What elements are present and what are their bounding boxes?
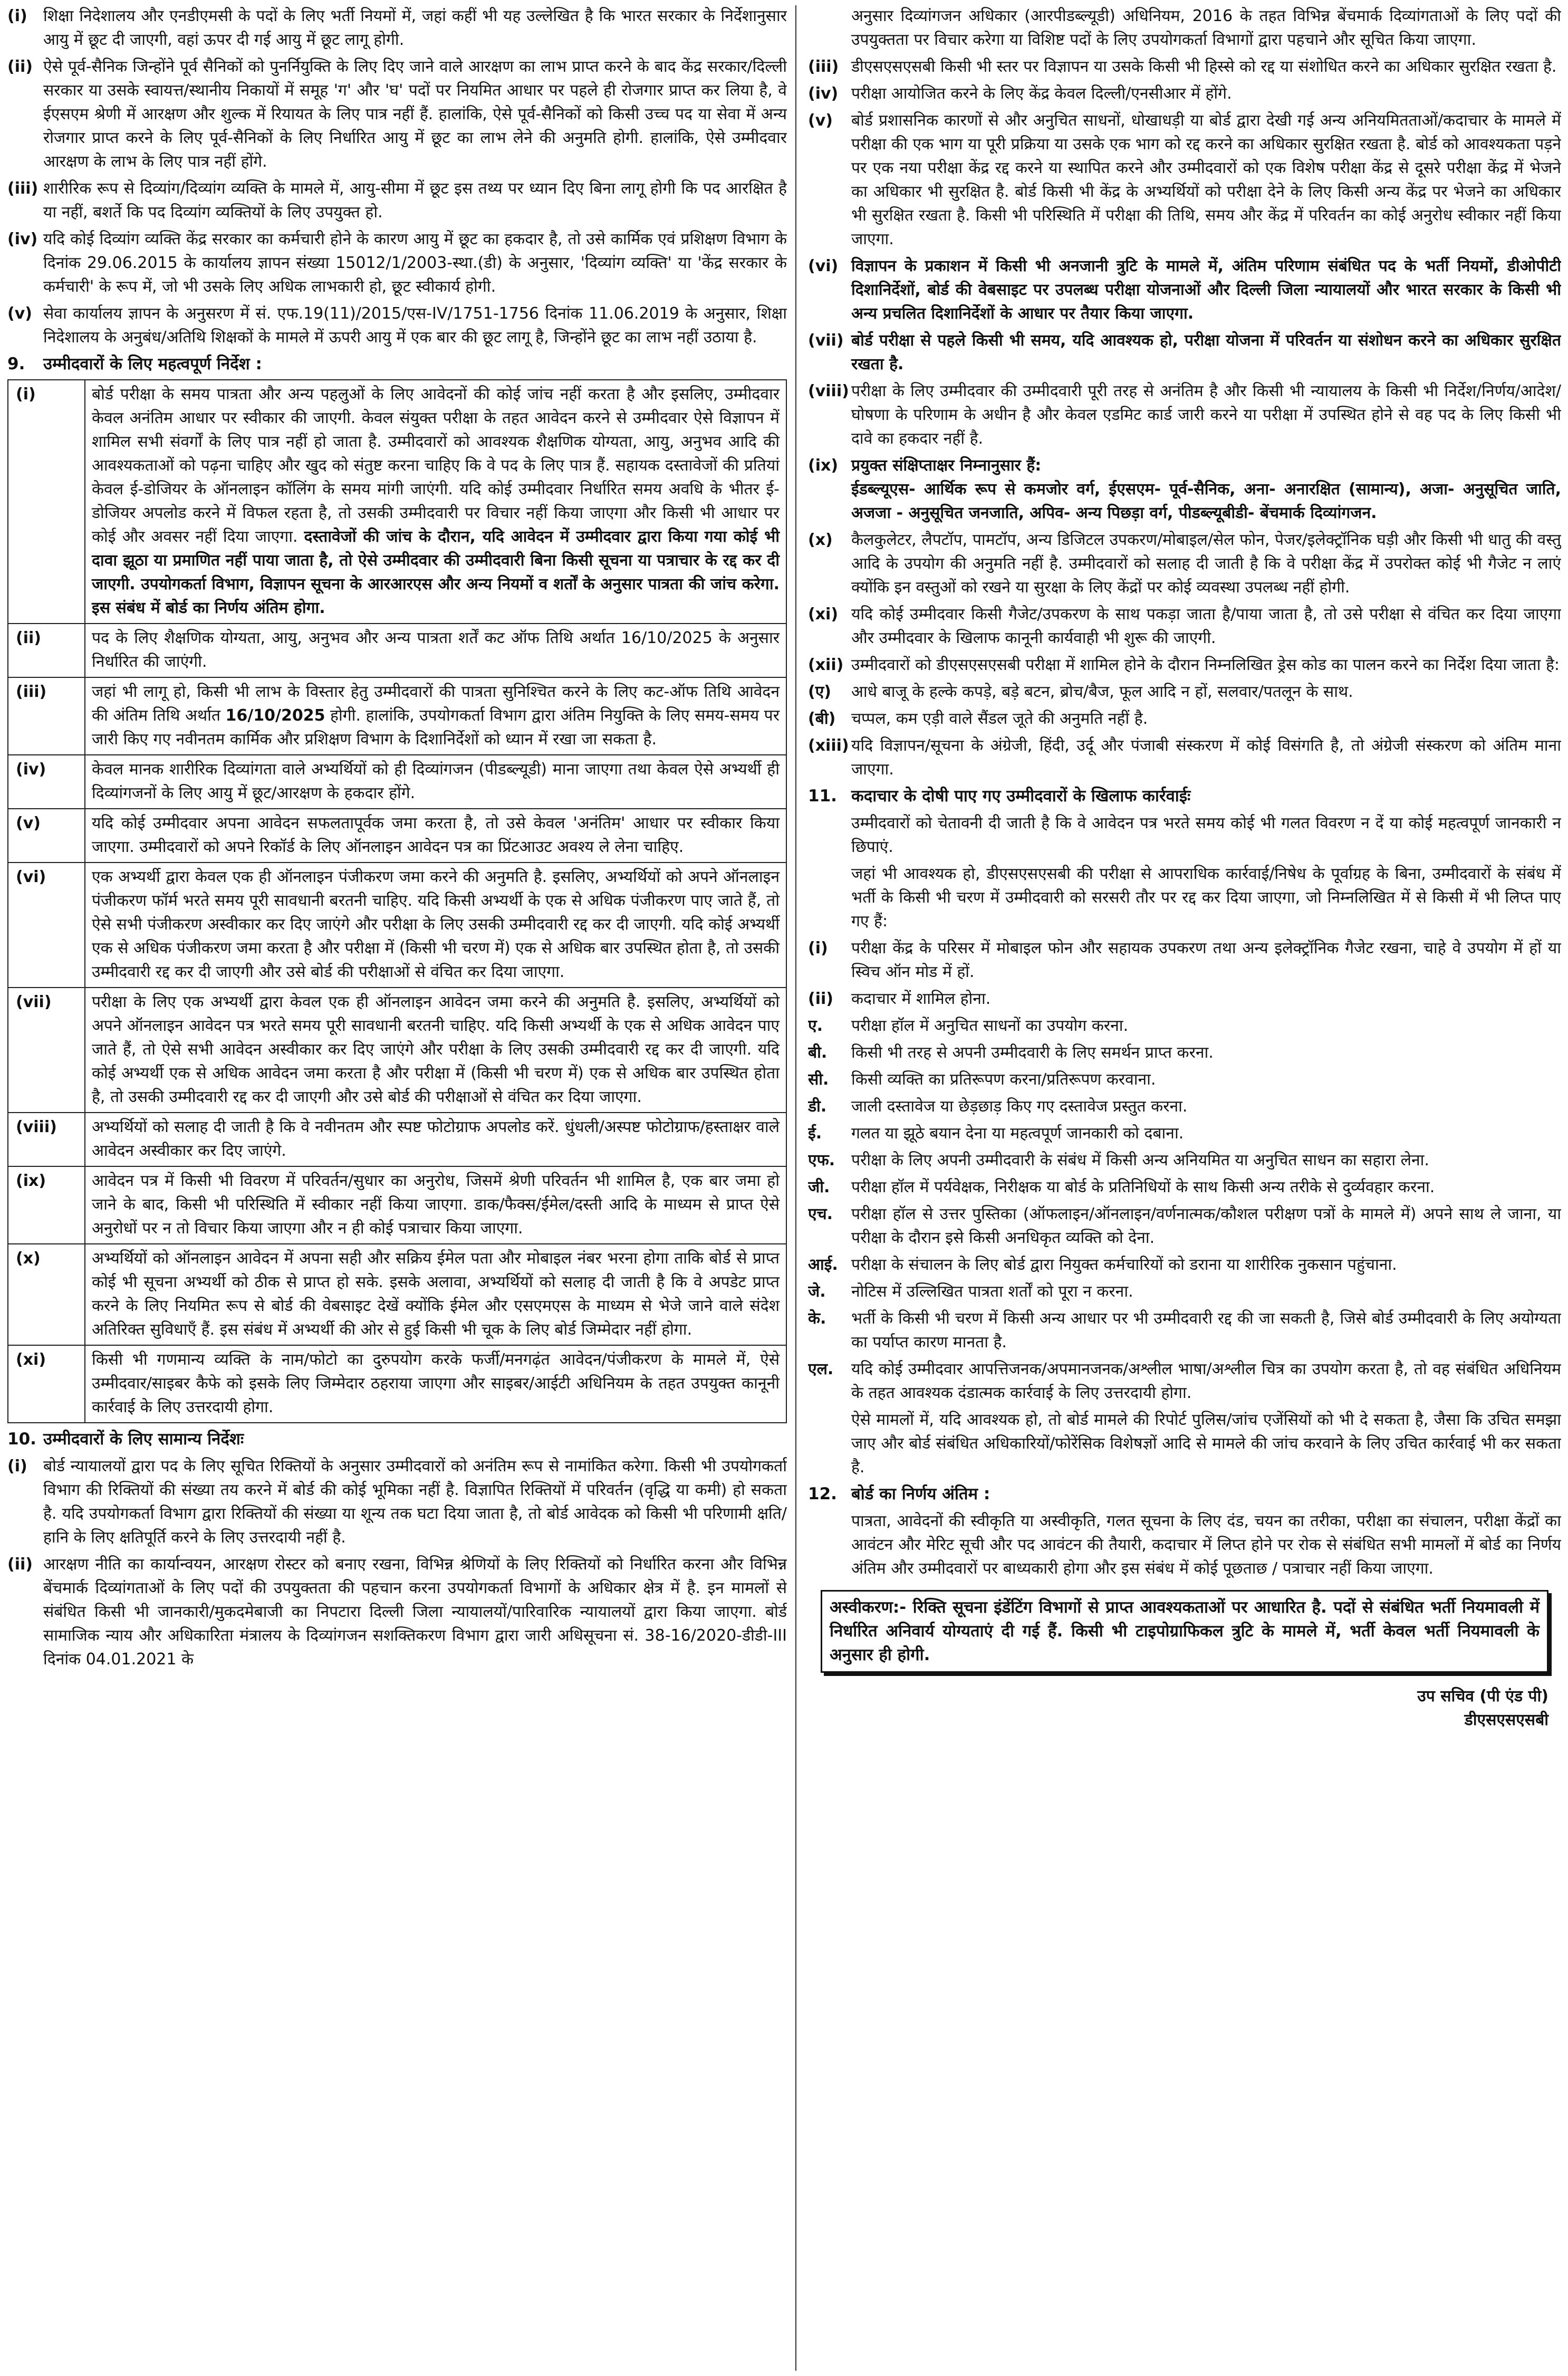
signature-block: [808, 1684, 1548, 1732]
row-label: (x): [8, 1244, 85, 1345]
item-label: (ix): [808, 456, 839, 475]
row-label: (v): [8, 809, 85, 863]
list-item: [808, 254, 1561, 325]
item-label: (ii): [808, 990, 833, 1008]
column-divider: [795, 5, 796, 2371]
table-row: [8, 863, 786, 988]
item-text: जाली दस्तावेज या छेड़छाड़ किए गए दस्तावेज प्रस्तुत करना.: [851, 1097, 1188, 1116]
list-item: [7, 1553, 787, 1671]
section-11-heading: [808, 784, 1561, 808]
row-text: यदि कोई उम्मीदवार अपना आवेदन सफलतापूर्वक जमा करता है, तो उसे केवल 'अनंतिम' आधार पर स्वीकार किया जाएगा. उम्मीदवारों को अपने रिकॉर्ड के लिए ऑनलाइन आवेदन पत्र का प्रिंटआउट अवश्य ले लेना चाहिए.: [85, 809, 786, 863]
row-bold-text: दस्तावेजों की जांच के दौरान, यदि आवेदन में उम्मीदवार द्वारा किया गया कोई भी दावा झूठा या प्रमाणित नहीं पाया जाता है, तो ऐसे उम्मीदवार की उम्मीदवारी बिना किसी सूचना या पत्राचार के रद्द कर दी जाएगी. उपयोगकर्ता विभाग, विज्ञापन सूचना के आरआरएस और अन्य नियमों व शर्तों के अनुसार पात्रता की जांच करेगा. इस संबंध में बोर्ड का निर्णय अंतिम होगा.: [92, 528, 780, 617]
list-item: [808, 1014, 1561, 1038]
signatory-designation: उप सचिव (पी एंड पी): [1417, 1687, 1548, 1706]
item-text: चप्पल, कम एड़ी वाले सैंडल जूते की अनुमति नहीं है.: [851, 710, 1148, 728]
item-label: जी.: [808, 1178, 830, 1196]
item-text: विज्ञापन के प्रकाशन में किसी भी अनजानी त्रुटि के मामले में, अंतिम परिणाम संबंधित पद के भर्ती नियमों, डीओपीटी दिशानिर्देशों, बोर्ड की वेबसाइट पर उपलब्ध परीक्षा योजनाओं और दिल्ली जिला न्यायालयों और भारत सरकार के किसी भी अन्य प्रचलित दिशानिर्देशों के आधार पर तैयार किया जाएगा.: [851, 257, 1561, 323]
table-row: [8, 1113, 786, 1166]
cutoff-date: 16/10/2025: [225, 706, 325, 725]
item-text: आरक्षण नीति का कार्यान्वयन, आरक्षण रोस्टर को बनाए रखना, विभिन्न श्रेणियों के लिए रिक्तियों को निर्धारित करना और विभिन्न बेंचमार्क दिव्यांगताओं के लिए पदों की उपयुक्तता की पहचान करना उपयोगकर्ता विभागों के अधिकार क्षेत्र में है. इन मामलों से संबंधित किसी भी जानकारी/मुकदमेबाजी का निपटारा दिल्ली जिला न्यायालयों/पारिवारिक न्यायालयों द्वारा किया जाएगा. बोर्ड सामाजिक न्याय और अधिकारिता मंत्रालय के दिव्यांगजन सशक्तिकरण विभाग द्वारा जारी अधिसूचना सं. 38-16/2020-डीडी-III दिनांक 04.01.2021 के: [43, 1555, 787, 1669]
item-text: नोटिस में उल्लिखित पात्रता शर्तों को पूरा न करना.: [851, 1282, 1133, 1301]
item-text: शारीरिक रूप से दिव्यांग/दिव्यांग व्यक्ति के मामले में, आयु-सीमा में छूट इस तथ्य पर ध्यान दिए बिना लागू होगी कि पद आरक्षित है या नहीं, बशर्ते कि पद दिव्यांग व्यक्तियों के लिए उपयुक्त हो.: [43, 179, 787, 222]
item-text: सेवा कार्यालय ज्ञापन के अनुसरण में सं. एफ.19(11)/2015/एस-IV/1751-1756 दिनांक 11.06.2019 के अनुसार, शिक्षा निदेशालय के अनुबंध/अतिथि शिक्षकों के मामले में ऊपरी आयु में एक बार की छूट लागू है, जिन्होंने छूट का लाभ नहीं उठाया है.: [43, 304, 787, 347]
table-row: [8, 1166, 786, 1244]
continuation-text: अनुसार दिव्यांगजन अधिकार (आरपीडब्ल्यूडी) अधिनियम, 2016 के तहत विभिन्न बेंचमार्क दिव्यांगताओं के लिए पदों की उपयुक्तता पर विचार करेगा या विशिष्ट पदों के लिए उपयोगकर्ता विभागों द्वारा पहचाने और सूचित किया जाएगा.: [851, 7, 1561, 49]
item-label: (xii): [808, 656, 844, 674]
table-row: [8, 624, 786, 677]
list-item: [808, 329, 1561, 376]
row-text: अभ्यर्थियों को सलाह दी जाती है कि वे नवीनतम और स्पष्ट फोटोग्राफ अपलोड करें. धुंधली/अस्पष्ट फोटोग्राफ/हस्ताक्षर वाले आवेदन अस्वीकार कर दिए जाएंगे.: [85, 1113, 786, 1166]
list-item: [808, 1095, 1561, 1118]
item-text: आधे बाजू के हल्के कपड़े, बड़े बटन, ब्रोच/बैज, फूल आदि न हों, सलवार/पतलून के साथ.: [851, 683, 1353, 701]
item-label: एफ.: [808, 1151, 835, 1170]
list-item: [7, 177, 787, 224]
row-text: अभ्यर्थियों को ऑनलाइन आवेदन में अपना सही और सक्रिय ईमेल पता और मोबाइल नंबर भरना होगा ताकि बोर्ड से प्राप्त कोई भी सूचना अभ्यर्थी को ठीक से प्राप्त हो सके. इसके अलावा, अभ्यर्थियों को सलाह दी जाती है कि वे अपडेट प्राप्त करने के लिए नियमित रूप से बोर्ड की वेबसाइट देखें क्योंकि ईमेल और एसएमएस के माध्यम से भेजे जाने वाले संदेश अतिरिक्त सुविधाएँ हैं. इस संबंध में अभ्यर्थी की ओर से हुई किसी भी चूक के लिए बोर्ड जिम्मेदार नहीं होगा.: [85, 1244, 786, 1345]
item-text: परीक्षा के लिए उम्मीदवार की उम्मीदवारी पूरी तरह से अनंतिम है और किसी भी न्यायालय के किसी भी निर्देश/निर्णय/आदेश/घोषणा के परिणाम के अधीन है और केवल एडमिट कार्ड जारी करने या परीक्षा में उपस्थित होने से वह पद के लिए किसी भी दावे का हकदार नहीं है.: [851, 382, 1561, 448]
list-item: [808, 987, 1561, 1011]
item-label: जे.: [808, 1282, 826, 1301]
item-label: (xi): [808, 605, 839, 624]
item-text: किसी व्यक्ति का प्रतिरूपण करना/प्रतिरूपण करवाना.: [851, 1070, 1156, 1089]
item-label: (iv): [7, 230, 38, 248]
item-label: (iv): [808, 84, 839, 103]
section-number: 9.: [7, 355, 25, 373]
item-text: शिक्षा निदेशालय और एनडीएमसी के पदों के लिए भर्ती नियमों में, जहां कहीं भी यह उल्लेखित है कि भारत सरकार के निर्देशानुसार आयु में छूट दी जाएगी, वहां ऊपर दी गई आयु में छूट लागू होगी.: [43, 7, 787, 49]
item-label: (v): [7, 304, 32, 323]
signatory-organization: डीएसएसएसबी: [1464, 1711, 1548, 1729]
row-label: (iv): [8, 755, 85, 809]
section-number: 12.: [808, 1484, 837, 1503]
list-item: [808, 528, 1561, 599]
section-title: उम्मीदवारों के लिए महत्वपूर्ण निर्देश :: [43, 355, 262, 373]
row-text: केवल मानक शारीरिक दिव्यांगता वाले अभ्यर्थियों को ही दिव्यांगजन (पीडब्ल्यूडी) माना जाएगा तथा केवल ऐसे अभ्यर्थी ही दिव्यांगजनों के लिए आयु में छूट/आरक्षण के हकदार होंगे.: [85, 755, 786, 809]
item-label: (ii): [7, 1555, 33, 1574]
list-item: [808, 734, 1561, 781]
item-label: सी.: [808, 1070, 829, 1089]
list-item: [808, 454, 1561, 525]
row-label: (vii): [8, 988, 85, 1113]
item-label: बी.: [808, 1043, 828, 1062]
list-item: [808, 1253, 1561, 1277]
abbreviations-heading: प्रयुक्त संक्षिप्ताक्षर निम्नानुसार हैं:: [851, 456, 1042, 475]
list-item: [7, 1454, 787, 1549]
row-label: (ix): [8, 1166, 85, 1244]
section-12-text: पात्रता, आवेदनों की स्वीकृति या अस्वीकृति, गलत सूचना के लिए दंड, चयन का तरीका, परीक्षा का संचालन, परीक्षा केंद्रों का आवंटन और मेरिट सूची और पद आवंटन की तैयारी, कदाचार में लिप्त होने पर रोक से संबंधित सभी मामलों में बोर्ड का निर्णय अंतिम और उम्मीदवारों पर बाध्यकारी होगा और इस संबंध में कोई पूछताछ / पत्राचार नहीं किया जाएगा.: [851, 1512, 1561, 1578]
section-11-intro-2: जहां भी आवश्यक हो, डीएसएसएसबी की परीक्षा से आपराधिक कार्रवाई/निषेध के पूर्वाग्रह के बिना, उम्मीदवारों के संबंध में भर्ती के किसी भी चरण में उम्मीदवारी को सरसरी तौर पर रद्द कर दिया जाएगा, जो निम्नलिखित में से किसी में भी लिप्त पाए गए हैं:: [851, 865, 1561, 931]
list-item: [808, 55, 1561, 79]
row-text: परीक्षा के लिए एक अभ्यर्थी द्वारा केवल एक ही ऑनलाइन आवेदन जमा करने की अनुमति है. इसलिए, अभ्यर्थियों को अपने ऑनलाइन आवेदन पत्र भरते समय पूरी सावधानी बरतनी चाहिए. यदि किसी अभ्यर्थी के एक से अधिक आवेदन पाए जाते हैं, तो ऐसे सभी आवेदन अस्वीकार कर दिए जाएंगे और परीक्षा के लिए उसकी उम्मीदवारी रद्द कर दी जाएगी. यदि कोई अभ्यर्थी एक से अधिक आवेदन जमा करता है और परीक्षा में (किसी भी चरण में) एक से अधिक बार उपस्थित होता है, तो उसकी उम्मीदवारी रद्द कर दी जाएगी और उसे बोर्ड की परीक्षाओं से वंचित कर दिया जाएगा.: [85, 988, 786, 1113]
list-item: [808, 379, 1561, 451]
left-column: [7, 4, 787, 2371]
item-label: एच.: [808, 1205, 833, 1223]
row-text: पद के लिए शैक्षणिक योग्यता, आयु, अनुभव और अन्य पात्रता शर्तें कट ऑफ तिथि अर्थात 16/10/2025 के अनुसार निर्धारित की जाएंगी.: [85, 624, 786, 677]
section-number: 11.: [808, 787, 837, 806]
item-label: (i): [808, 939, 828, 957]
list-item: [808, 1357, 1561, 1405]
item-text: बोर्ड परीक्षा से पहले किसी भी समय, यदि आवश्यक हो, परीक्षा योजना में परिवर्तन या संशोधन करने का अधिकार सुरक्षित रखता है.: [851, 331, 1561, 373]
row-text: [85, 380, 786, 624]
item-text: कदाचार में शामिल होना.: [851, 990, 991, 1008]
list-item: [808, 1122, 1561, 1145]
row-label: (vi): [8, 863, 85, 988]
list-item: [808, 1307, 1561, 1354]
section-title: बोर्ड का निर्णय अंतिम :: [851, 1484, 990, 1503]
table-row: [8, 755, 786, 809]
item-text: यदि विज्ञापन/सूचना के अंग्रेजी, हिंदी, उर्दू और पंजाबी संस्करण में कोई विसंगति है, तो अंग्रेजी संस्करण को अंतिम माना जाएगा.: [851, 736, 1561, 779]
item-text: परीक्षा केंद्र के परिसर में मोबाइल फोन और सहायक उपकरण तथा अन्य इलेक्ट्रॉनिक गैजेट रखना, चाहे वे उपयोग में हों या स्विच ऑन मोड में हों.: [851, 939, 1561, 981]
item-label: ए.: [808, 1017, 823, 1035]
list-item: [808, 707, 1561, 731]
item-label: (v): [808, 111, 833, 130]
row-label: (i): [8, 380, 85, 624]
item-label: आई.: [808, 1256, 838, 1274]
row-label: (ii): [8, 624, 85, 677]
item-label: (xiii): [808, 736, 849, 755]
list-item: [808, 936, 1561, 984]
item-label: (viii): [808, 382, 849, 400]
list-item: [7, 55, 787, 174]
item-label: (i): [7, 1457, 27, 1476]
item-text: बोर्ड न्यायालयों द्वारा पद के लिए सूचित रिक्तियों के अनुसार उम्मीदवारों को अनंतिम रूप से नामांकित करेगा. किसी भी उपयोगकर्ता विभाग की रिक्तियों की संख्या तय करने में बोर्ड की कोई भूमिका नहीं है. विज्ञापित रिक्तियों में परिवर्तन (वृद्धि या कमी) हो सकता है. यदि उपयोगकर्ता विभाग द्वारा रिक्तियों की संख्या या शून्य तक घटा दिया जाता है, तो बोर्ड आवेदक को किसी भी परिणामी क्षति/हानि के लिए क्षतिपूर्ति करने के लिए उत्तरदायी नहीं है.: [43, 1457, 787, 1547]
section-11-intro: उम्मीदवारों को चेतावनी दी जाती है कि वे आवेदन पत्र भरते समय कोई भी गलत विवरण न दें या कोई महत्वपूर्ण जानकारी न छिपाएं.: [851, 814, 1561, 856]
row-text: आवेदन पत्र में किसी भी विवरण में परिवर्तन/सुधार का अनुरोध, जिसमें श्रेणी परिवर्तन भी शामिल है, एक बार जमा हो जाने के बाद, किसी भी परिस्थिति में स्वीकार नहीं किया जाएगा. डाक/फैक्स/ईमेल/दस्ती आदि के माध्यम से प्राप्त ऐसे अनुरोधों पर न तो विचार किया जाएगा और न ही कोई पत्राचार किया जाएगा.: [85, 1166, 786, 1244]
misconduct-list: [808, 936, 1561, 1405]
section-title: उम्मीदवारों के लिए सामान्य निर्देशः: [43, 1430, 244, 1449]
item-label: के.: [808, 1309, 826, 1328]
row-text: एक अभ्यर्थी द्वारा केवल एक ही ऑनलाइन पंजीकरण जमा करने की अनुमति है. इसलिए, अभ्यर्थियों को अपने ऑनलाइन पंजीकरण फॉर्म भरते समय पूरी सावधानी बरतनी चाहिए. यदि किसी अभ्यर्थी के एक से अधिक पंजीकरण पाए जाते हैं, तो ऐसे सभी पंजीकरण अस्वीकार कर दिए जाएंगे और परीक्षा के लिए उसकी उम्मीदवारी रद्द कर दी जाएगी. यदि कोई अभ्यर्थी एक से अधिक पंजीकरण जमा करता है और परीक्षा में (किसी भी चरण में) एक से अधिक बार उपस्थित होता है, तो उसकी उम्मीदवारी रद्द कर दी जाएगी और उसे बोर्ड की परीक्षाओं से वंचित कर दिया जाएगा.: [85, 863, 786, 988]
item-label: एल.: [808, 1360, 834, 1378]
item-text: भर्ती के किसी भी चरण में किसी अन्य आधार पर भी उम्मीदवारी रद्द की जा सकती है, जिसे बोर्ड उम्मीदवारी के लिए अयोग्यता का पर्याप्त कारण मानता है.: [851, 1309, 1561, 1352]
item-text: डीएसएसएसबी किसी भी स्तर पर विज्ञापन या उसके किसी भी हिस्से को रद्द या संशोधित करने का अधिकार सुरक्षित रखता है.: [851, 58, 1557, 76]
list-item: [808, 1041, 1561, 1065]
item-text: किसी भी तरह से अपनी उम्मीदवारी के लिए समर्थन प्राप्त करना.: [851, 1043, 1214, 1062]
row-label: (xi): [8, 1345, 85, 1423]
section-9-heading: [7, 352, 787, 376]
list-item: [808, 1148, 1561, 1172]
row-label: (viii): [8, 1113, 85, 1166]
row-body-cont: होगी. हालांकि, उपयोगकर्ता विभाग द्वारा अंतिम नियुक्ति के लिए समय-समय पर जारी किए गए नवीनतम कार्मिक और प्रशिक्षण विभाग के दिशानिर्देशों को ध्यान में रखा जा सकता है.: [92, 706, 780, 749]
item-text: परीक्षा हॉल में पर्यवेक्षक, निरीक्षक या बोर्ड के प्रतिनिधियों के साथ किसी अन्य तरीके से दुर्व्यवहार करना.: [851, 1178, 1435, 1196]
item-text: यदि कोई दिव्यांग व्यक्ति केंद्र सरकार का कर्मचारी होने के कारण आयु में छूट का हकदार है, तो उसे कार्मिक एवं प्रशिक्षण विभाग के दिनांक 29.06.2015 के कार्यालय ज्ञापन संख्या 15012/1/2003-स्था.(डी) के अनुसार, 'दिव्यांग व्यक्ति' या 'केंद्र सरकार के कर्मचारी' के रूप में, जो भी उसके लिए अधिक लाभकारी हो, छूट स्वीकार्य होगी.: [43, 230, 787, 296]
table-row: [8, 380, 786, 624]
table-row: [8, 1345, 786, 1423]
right-column: [808, 4, 1561, 2371]
row-body: जहां भी लागू हो, किसी भी लाभ के विस्तार हेतु उम्मीदवारों की पात्रता सुनिश्चित करने के लिए कट-ऑफ तिथि आवेदन की अंतिम तिथि अर्थात: [92, 683, 780, 725]
item-label: ई.: [808, 1124, 822, 1143]
item-label: (बी): [808, 710, 836, 728]
item-text: परीक्षा हॉल से उत्तर पुस्तिका (ऑफलाइन/ऑनलाइन/वर्णनात्मक/कौशल परीक्षण पत्रों के मामले में) अपने साथ ले जाना, या परीक्षा के दौरान इसे किसी अनधिकृत व्यक्ति को देना.: [851, 1205, 1561, 1247]
item-text: परीक्षा आयोजित करने के लिए केंद्र केवल दिल्ली/एनसीआर में होंगे.: [851, 84, 1232, 103]
list-item: [7, 4, 787, 52]
section-12-heading: [808, 1482, 1561, 1506]
item-label: (iii): [7, 179, 39, 198]
section-11-closing: ऐसे मामलों में, यदि आवश्यक हो, तो बोर्ड मामले की रिपोर्ट पुलिस/जांच एजेंसियों को भी दे सकता है, जैसा कि उचित समझा जाए और बोर्ड संबंधित अधिकारियों/फोरेंसिक विशेषज्ञों आदि से मामले की जांच करवाने के लिए उचित कार्रवाई भी कर सकता है.: [851, 1411, 1561, 1477]
abbreviations-list: ईडब्ल्यूएस- आर्थिक रूप से कमजोर वर्ग, ईएसएम- पूर्व-सैनिक, अना- अनारक्षित (सामान्य), अजा- अनुसूचित जाति, अजजा - अनुसूचित जनजाति, अपिव- अन्य पिछड़ा वर्ग, पीडब्ल्यूबीडी- बेंचमार्क दिव्यांगजन.: [851, 480, 1561, 522]
section-number: 10.: [7, 1430, 36, 1449]
section-10-heading: [7, 1427, 787, 1451]
list-item: [808, 680, 1561, 704]
row-text: [85, 677, 786, 755]
item-label: (x): [808, 531, 833, 549]
row-text: किसी भी गणमान्य व्यक्ति के नाम/फोटो का दुरुपयोग करके फर्जी/मनगढ़ंत आवेदन/पंजीकरण के मामले में, ऐसे उम्मीदवार/साइबर कैफे को इसके लिए जिम्मेदार ठहराया जाएगा और साइबर/आईटी अधिनियम के तहत उपयुक्त कानूनी कार्रवाई के लिए उत्तरदायी होगा.: [85, 1345, 786, 1423]
disclaimer-box: अस्वीकरण:- रिक्ति सूचना इंडेंटिंग विभागों से प्राप्त आवश्यकताओं पर आधारित है. पदों से संबंधित भर्ती नियमावली में निर्धारित अनिवार्य योग्यताएं दी गई हैं. किसी भी टाइपोग्राफिकल त्रुटि के मामले में, भर्ती केवल भर्ती नियमावली के अनुसार ही होगी.: [821, 1590, 1548, 1673]
list-item: [808, 1175, 1561, 1199]
item-text: गलत या झूठे बयान देना या महत्वपूर्ण जानकारी को दबाना.: [851, 1124, 1184, 1143]
list-item: [7, 302, 787, 349]
list-item: [808, 1280, 1561, 1304]
item-text: यदि कोई उम्मीदवार किसी गैजेट/उपकरण के साथ पकड़ा जाता है/पाया जाता है, तो उसे परीक्षा से वंचित कर दिया जाएगा और उम्मीदवार के खिलाफ कानूनी कार्यवाही भी शुरू की जाएगी.: [851, 605, 1561, 647]
item-text: यदि कोई उम्मीदवार आपत्तिजनक/अपमानजनक/अश्लील भाषा/अश्लील चित्र का उपयोग करता है, तो वह संबंधित अधिनियम के तहत आवश्यक दंडात्मक कार्रवाई के लिए उत्तरदायी होगा.: [851, 1360, 1561, 1402]
list-item: [808, 653, 1561, 677]
item-text: ऐसे पूर्व-सैनिक जिन्होंने पूर्व सैनिकों को पुनर्नियुक्ति के लिए दिए जाने वाले आरक्षण का लाभ प्राप्त करने के बाद केंद्र सरकार/दिल्ली सरकार या उसके स्वायत्त/स्थानीय निकायों में समूह 'ग' और 'घ' पदों पर नियमित आधार पर पहले ही रोजगार प्राप्त कर लिया है, वे ईएसएम श्रेणी में आरक्षण और शुल्क में रियायत के लिए पात्र नहीं हैं. हालांकि, ऐसे पूर्व-सैनिकों को किसी उच्च पद या सेवा में अन्य रोजगार प्राप्त करने के लिए पूर्व-सैनिकों के लिए निर्धारित आयु में छूट का लाभ लेने की अनुमति होगी. हालांकि, ऐसे उम्मीदवार आरक्षण के लाभ के लिए पात्र नहीं होंगे.: [43, 58, 787, 171]
important-instructions-table: [7, 379, 787, 1423]
list-item: [808, 1068, 1561, 1091]
item-text: परीक्षा हॉल में अनुचित साधनों का उपयोग करना.: [851, 1017, 1129, 1035]
list-item: [7, 227, 787, 299]
item-label: (iii): [808, 58, 839, 76]
item-text: परीक्षा के लिए अपनी उम्मीदवारी के संबंध में किसी अन्य अनियमित या अनुचित साधन का सहारा लेना.: [851, 1151, 1429, 1170]
row-label: (iii): [8, 677, 85, 755]
item-label: (ii): [7, 58, 33, 76]
item-label: डी.: [808, 1097, 827, 1116]
table-row: [8, 1244, 786, 1345]
table-row: [8, 988, 786, 1113]
section-title: कदाचार के दोषी पाए गए उम्मीदवारों के खिलाफ कार्रवाईः: [851, 787, 1191, 806]
table-row: [8, 677, 786, 755]
age-relaxation-list: [7, 4, 787, 349]
item-text: [851, 454, 1561, 525]
table-row: [8, 809, 786, 863]
item-label: (i): [7, 7, 27, 25]
item-text: बोर्ड प्रशासनिक कारणों से और अनुचित साधनों, धोखाधड़ी या बोर्ड द्वारा देखी गई अन्य अनियमितताओं/कदाचार के मामले में परीक्षा की एक भाग या पूरी प्रक्रिया या उसके एक भाग को रद्द करने का अधिकार सुरक्षित रखता है. बोर्ड को आवश्यकता पड़ने पर एक नया परीक्षा केंद्र रद्द करने या स्थापित करने और उम्मीदवारों को एक विशेष परीक्षा केंद्र से दूसरे परीक्षा केंद्र में भेजने का अधिकार भी सुरक्षित है. बोर्ड किसी भी केंद्र के अभ्यर्थियों को परीक्षा देने के लिए किसी अन्य केंद्र पर भेजने का अधिकार भी सुरक्षित रखता है. किसी भी परिस्थिति में परीक्षा की तिथि, समय और केंद्र में परिवर्तन का कोई अनुरोध स्वीकार नहीं किया जाएगा.: [851, 111, 1561, 248]
item-text: कैलकुलेटर, लैपटॉप, पामटॉप, अन्य डिजिटल उपकरण/मोबाइल/सेल फोन, पेजर/इलेक्ट्रॉनिक घड़ी और किसी भी धातु की वस्तु आदि के उपयोग की अनुमति नहीं है. उम्मीदवारों को सलाह दी जाती है कि वे परीक्षा केंद्र में उपरोक्त कोई भी गैजेट न लाएं क्योंकि इन वस्तुओं को रखने या सुरक्षा के लिए केंद्रों पर कोई व्यवस्था उपलब्ध नहीं होगी.: [851, 531, 1561, 597]
row-body: बोर्ड परीक्षा के समय पात्रता और अन्य पहलुओं के लिए आवेदनों की कोई जांच नहीं करता है और इसलिए, उम्मीदवार केवल अनंतिम आधार पर स्वीकार की जाएगी. केवल संयुक्त परीक्षा के तहत आवेदन करने से उम्मीदवार ऐसे विज्ञापन में शामिल सभी संवर्गों के लिए पात्र नहीं हो जाता है. उम्मीदवारों को आवश्यक शैक्षणिक योग्यता, आयु, अनुभव आदि की आवश्यकताओं को पढ़ना चाहिए और खुद को संतुष्ट करना चाहिए कि वे पद के लिए पात्र हैं. सहायक दस्तावेजों की प्रतियां केवल ई-डोजियर के ऑनलाइन कॉलिंग के समय मांगी जाएंगी. यदि कोई उम्मीदवार निर्धारित समय अवधि के भीतर ई-डोजियर अपलोड करने में विफल रहता है, तो उसकी उम्मीदवारी पर विचार नहीं किया जाएगा और किसी भी आधार पर कोई और अवसर नहीं दिया जाएगा.: [92, 385, 780, 546]
item-label: (ए): [808, 683, 832, 701]
list-item: [808, 1202, 1561, 1250]
list-item: [808, 602, 1561, 650]
item-text: उम्मीदवारों को डीएसएसएसबी परीक्षा में शामिल होने के दौरान निम्नलिखित ड्रेस कोड का पालन करने का निर्देश दिया जाता है:: [851, 656, 1560, 674]
item-label: (vi): [808, 257, 839, 275]
item-label: (vii): [808, 331, 844, 350]
list-item: [808, 82, 1561, 106]
list-item: [808, 109, 1561, 251]
item-text: परीक्षा के संचालन के लिए बोर्ड द्वारा नियुक्त कर्मचारियों को डराना या शारीरिक नुकसान पहुंचाना.: [851, 1256, 1397, 1274]
